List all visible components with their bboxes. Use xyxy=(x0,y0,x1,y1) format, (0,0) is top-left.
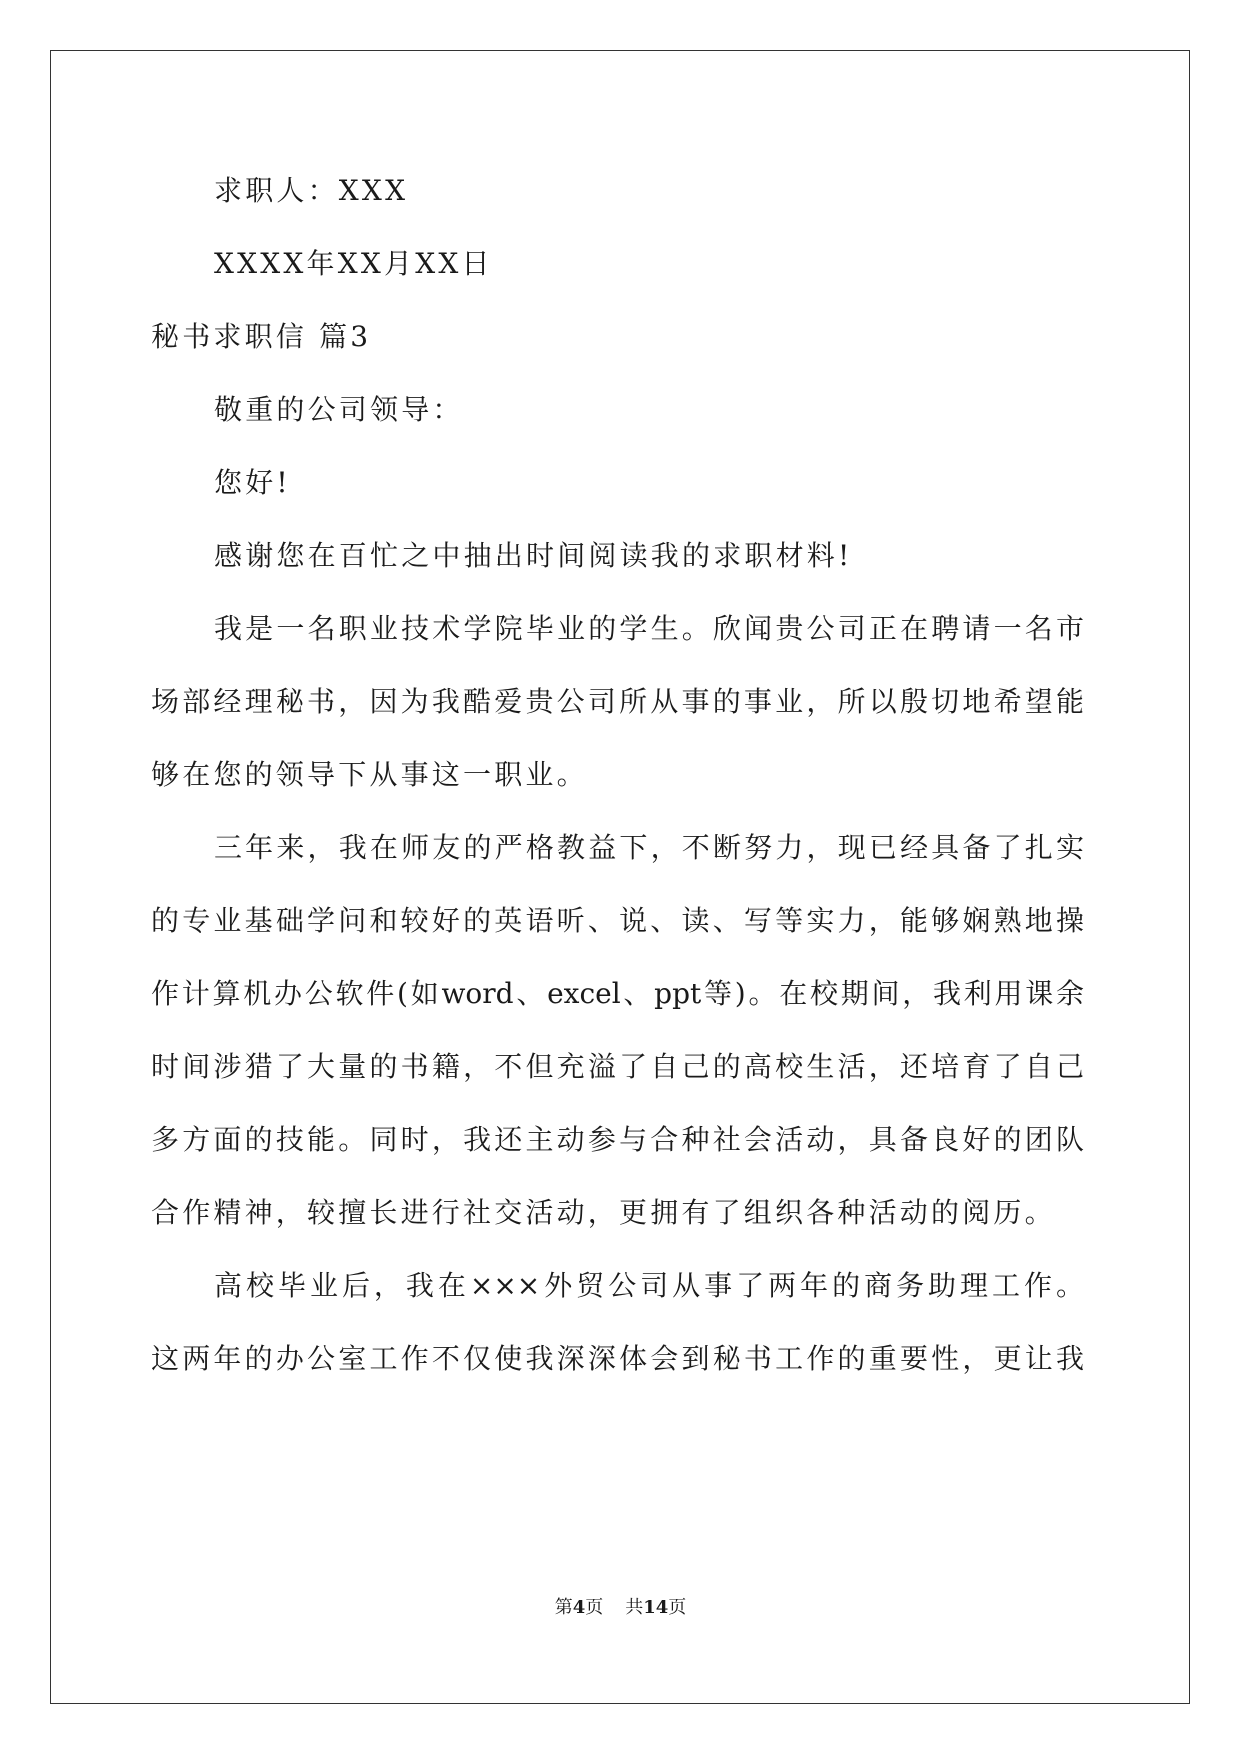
total-pages: 14 xyxy=(643,1597,669,1618)
paragraph-line: 的专业基础学问和较好的英语听、说、读、写等实力，能够娴熟地操 xyxy=(151,904,1084,937)
page-prefix: 第 xyxy=(554,1597,573,1618)
date-line: XXXX年XX月XX日 xyxy=(214,247,493,280)
greeting: 您好! xyxy=(214,466,291,499)
paragraph-line: 够在您的领导下从事这一职业。 xyxy=(151,758,588,791)
paragraph-line: 时间涉猎了大量的书籍，不但充溢了自己的高校生活，还培育了自己 xyxy=(151,1050,1084,1083)
paragraph-line: 作计算机办公软件(如word、excel、ppt等)。在校期间，我利用课余 xyxy=(151,977,1084,1010)
paragraph-line: 合作精神，较擅长进行社交活动，更拥有了组织各种活动的阅历。 xyxy=(151,1196,1056,1229)
page-footer xyxy=(0,1596,1241,1620)
page-border xyxy=(50,50,1190,1704)
paragraph-line: 我是一名职业技术学院毕业的学生。欣闻贵公司正在聘请一名市 xyxy=(214,612,1084,645)
paragraph-line: 多方面的技能。同时，我还主动参与合种社会活动，具备良好的团队 xyxy=(151,1123,1084,1156)
page-number: 4 xyxy=(572,1597,586,1618)
section-heading: 秘书求职信 篇3 xyxy=(151,320,372,353)
paragraph-line: 场部经理秘书，因为我酷爱贵公司所从事的事业，所以殷切地希望能 xyxy=(151,685,1084,718)
paragraph-line: 这两年的办公室工作不仅使我深深体会到秘书工作的重要性，更让我 xyxy=(151,1342,1084,1375)
paragraph-line: 三年来，我在师友的严格教益下，不断努力，现已经具备了扎实 xyxy=(214,831,1084,864)
total-prefix: 共 xyxy=(625,1597,644,1618)
paragraph-line: 高校毕业后，我在×××外贸公司从事了两年的商务助理工作。 xyxy=(214,1269,1084,1302)
total-suffix: 页 xyxy=(668,1597,687,1618)
applicant-line: 求职人：XXX xyxy=(214,174,409,207)
salutation: 敬重的公司领导： xyxy=(214,393,464,426)
paragraph-line: 感谢您在百忙之中抽出时间阅读我的求职材料! xyxy=(214,539,853,572)
page-suffix: 页 xyxy=(585,1597,604,1618)
